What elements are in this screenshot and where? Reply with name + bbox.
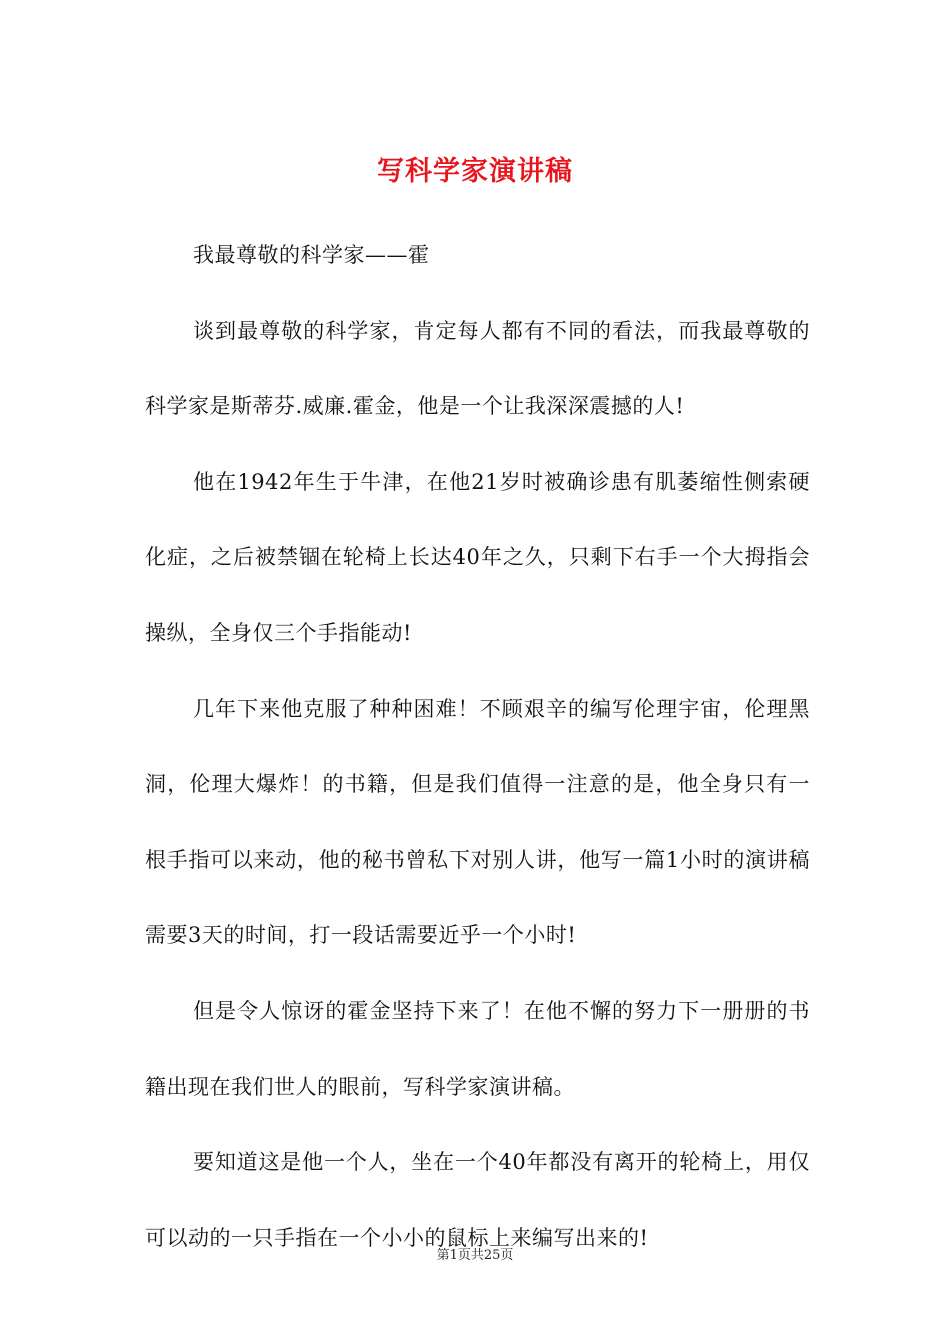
page-footer: 第1页共25页 bbox=[436, 1248, 514, 1263]
paragraph-2: 他在1942年生于牛津，在他21岁时被确诊患有肌萎缩性侧索硬化症，之后被禁锢在轮椅上长达40年之久，只剩下右手一个大拇指会操纵，全身仅三个手指能动! bbox=[145, 469, 810, 645]
document-title: 写科学家演讲稿 bbox=[377, 156, 573, 187]
document-body bbox=[145, 218, 810, 1276]
paragraph-3: 几年下来他克服了种种困难！不顾艰辛的编写伦理宇宙，伦理黑洞，伦理大爆炸！的书籍，但是我们值得一注意的是，他全身只有一根手指可以来动，他的秘书曾私下对别人讲，他写一篇1小时的演讲稿需要3天的时间，打一段话需要近乎一个小时! bbox=[145, 696, 810, 948]
paragraph-4: 但是令人惊讶的霍金坚持下来了！在他不懈的努力下一册册的书籍出现在我们世人的眼前，写科学家演讲稿。 bbox=[145, 998, 810, 1099]
paragraph-5: 要知道这是他一个人，坐在一个40年都没有离开的轮椅上，用仅可以动的一只手指在一个小小的鼠标上来编写出来的! bbox=[145, 1150, 810, 1250]
paragraph-heading: 我最尊敬的科学家——霍 bbox=[193, 243, 430, 267]
paragraph-1: 谈到最尊敬的科学家，肯定每人都有不同的看法，而我最尊敬的科学家是斯蒂芬.威廉.霍金，他是一个让我深深震撼的人! bbox=[145, 318, 810, 419]
